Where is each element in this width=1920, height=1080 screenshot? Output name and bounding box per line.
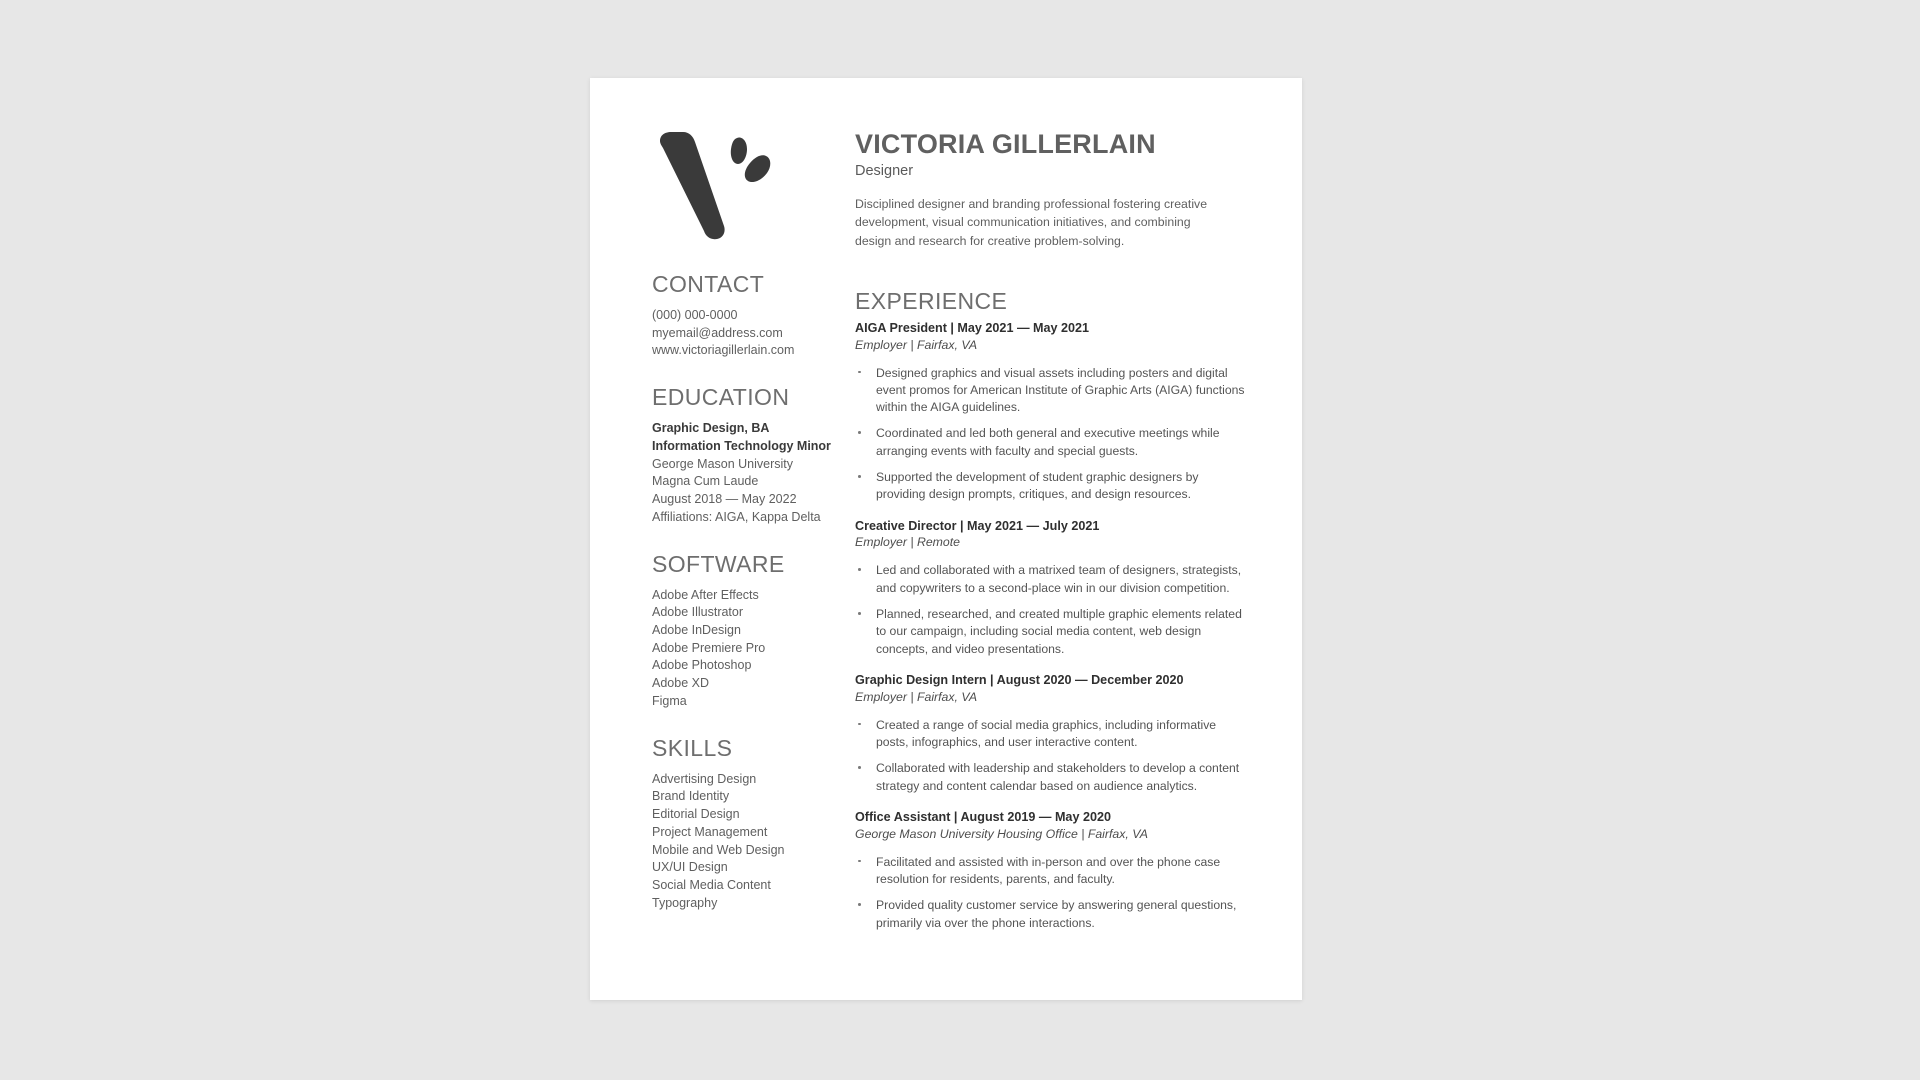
job-title: Creative Director | May 2021 — July 2021 <box>855 518 1100 533</box>
education-section <box>652 385 864 525</box>
contact-section <box>652 272 864 359</box>
skills-item: Advertising Design <box>652 771 757 786</box>
job-bullet <box>855 760 1245 795</box>
software-item: Adobe InDesign <box>652 623 741 638</box>
skills-item: Project Management <box>652 824 768 839</box>
education-minor: Information Technology Minor <box>652 438 831 453</box>
job-employer-location: George Mason University Housing Office | Fairfax, VA <box>855 826 1148 841</box>
contact-heading: CONTACT <box>652 271 765 297</box>
software-heading: SOFTWARE <box>652 550 785 577</box>
candidate-role: Designer <box>855 163 914 180</box>
bullet-dot-icon <box>858 860 861 863</box>
bullet-dot-icon <box>858 371 861 374</box>
bullet-text: Collaborated with leadership and stakeholders to develop a content strategy and content calendar based on audience analytics. <box>876 761 1240 793</box>
bullet-dot-icon <box>858 723 861 726</box>
right-column <box>855 130 1245 947</box>
job-employer-location: Employer | Remote <box>855 535 961 550</box>
software-item: Adobe Photoshop <box>652 658 752 673</box>
skills-item: Mobile and Web Design <box>652 842 785 857</box>
skills-item: Editorial Design <box>652 807 740 822</box>
experience-entry <box>855 673 1245 795</box>
v-monogram-icon <box>654 130 774 250</box>
job-title: Graphic Design Intern | August 2020 — December 2020 <box>855 673 1184 688</box>
skills-item: Social Media Content <box>652 877 771 892</box>
experience-heading: EXPERIENCE <box>855 287 1008 314</box>
software-item: Adobe Illustrator <box>652 605 744 620</box>
skills-item: UX/UI Design <box>652 860 728 875</box>
job-bullet <box>855 562 1245 597</box>
job-bullet <box>855 854 1245 889</box>
bullet-dot-icon <box>858 475 861 478</box>
education-dates: August 2018 — May 2022 <box>652 492 797 506</box>
bullet-text: Led and collaborated with a matrixed team of designers, strategists, and copywriters to a second-place win in our division competition. <box>876 563 1242 595</box>
professional-summary: Disciplined designer and branding professional fostering creative development, visual communication initiatives, and combining design and research for creative problem-solving. <box>855 196 1208 248</box>
job-bullet-list <box>855 854 1245 932</box>
education-affiliations: Affiliations: AIGA, Kappa Delta <box>652 509 821 524</box>
job-bullet <box>855 469 1245 504</box>
job-employer-location: Employer | Fairfax, VA <box>855 689 978 704</box>
job-employer-location: Employer | Fairfax, VA <box>855 337 978 352</box>
candidate-name: VICTORIA GILLERLAIN <box>855 129 1156 159</box>
bullet-text: Provided quality customer service by answering general questions, primarily via over the phone interactions. <box>876 898 1237 930</box>
software-item: Adobe Premiere Pro <box>652 640 766 655</box>
bullet-text: Designed graphics and visual assets including posters and digital event promos for American Institute of Graphic Arts (AIGA) functions within the AIGA guidelines. <box>876 365 1245 415</box>
experience-entry <box>855 810 1245 932</box>
software-item: Figma <box>652 693 687 708</box>
job-bullet-list <box>855 717 1245 795</box>
job-bullet <box>855 717 1245 752</box>
software-item: Adobe After Effects <box>652 587 759 602</box>
job-bullet <box>855 365 1245 417</box>
software-item: Adobe XD <box>652 676 709 691</box>
job-bullet <box>855 606 1245 658</box>
education-honors: Magna Cum Laude <box>652 474 759 489</box>
education-heading: EDUCATION <box>652 384 790 411</box>
left-column <box>652 130 864 912</box>
v-monogram-logo <box>654 130 774 250</box>
contact-phone: (000) 000-0000 <box>652 307 738 322</box>
bullet-dot-icon <box>858 568 861 571</box>
experience-entry <box>855 519 1245 658</box>
resume-page <box>590 78 1302 1000</box>
skills-heading: SKILLS <box>652 734 733 761</box>
job-bullet-list <box>855 562 1245 658</box>
bullet-text: Planned, researched, and created multiple graphic elements related to our campaign, including social media content, web design concepts, and video presentations. <box>876 607 1242 656</box>
skills-item: Brand Identity <box>652 789 730 804</box>
job-bullet <box>855 425 1245 460</box>
bullet-text: Supported the development of student graphic designers by providing design prompts, critiques, and design resources. <box>876 470 1199 502</box>
bullet-dot-icon <box>858 612 861 615</box>
bullet-dot-icon <box>858 766 861 769</box>
education-degree: Graphic Design, BA <box>652 421 770 436</box>
experience-entry <box>855 321 1245 504</box>
job-bullet-list <box>855 365 1245 504</box>
bullet-dot-icon <box>858 903 861 906</box>
job-bullet <box>855 897 1245 932</box>
bullet-text: Facilitated and assisted with in-person and over the phone case resolution for residents, parents, and faculty. <box>876 854 1221 886</box>
software-section <box>652 552 864 710</box>
contact-email: myemail@address.com <box>652 325 783 340</box>
skills-section <box>652 736 864 912</box>
job-title: AIGA President | May 2021 — May 2021 <box>855 320 1090 335</box>
skills-item: Typography <box>652 895 718 910</box>
bullet-dot-icon <box>858 431 861 434</box>
education-school: George Mason University <box>652 456 794 471</box>
experience-section <box>855 289 1245 932</box>
header-block <box>855 130 1245 251</box>
bullet-text: Created a range of social media graphics, including informative posts, infographics, and user interactive content. <box>876 717 1217 749</box>
contact-website: www.victoriagillerlain.com <box>652 343 795 358</box>
job-title: Office Assistant | August 2019 — May 2020 <box>855 809 1111 824</box>
bullet-text: Coordinated and led both general and executive meetings while arranging events with faculty and special guests. <box>876 426 1220 458</box>
